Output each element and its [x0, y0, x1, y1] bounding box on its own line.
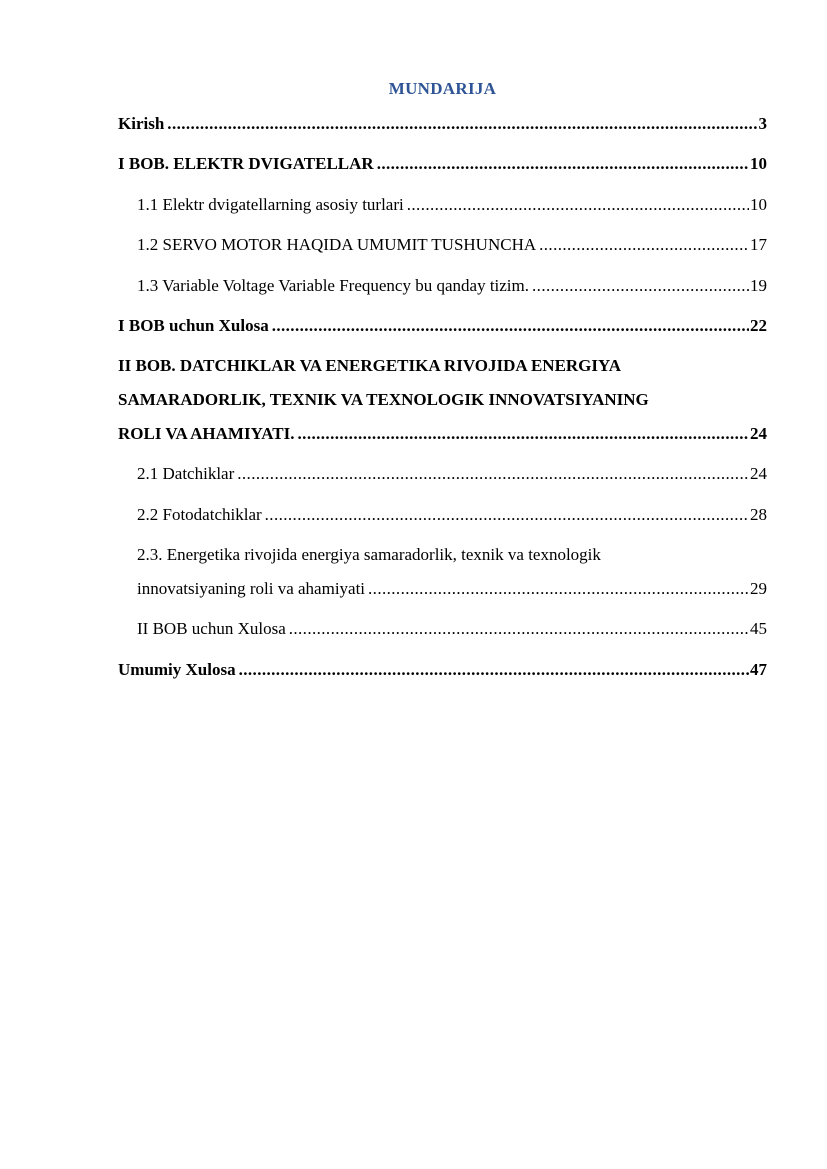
toc-entry-label: Kirish [118, 114, 165, 133]
toc-entry-page: 45 [750, 619, 767, 638]
dot-leader [377, 153, 749, 175]
toc-entry-label: 1.1 Elektr dvigatellarning asosiy turlari [137, 195, 404, 214]
toc-entry-label: innovatsiyaning roli va ahamiyati [137, 579, 366, 598]
toc-entry-label: 1.3 Variable Voltage Variable Frequency bu qanday tizim. [137, 276, 530, 295]
toc-entry-page: 19 [750, 276, 767, 295]
dot-leader [239, 659, 749, 681]
toc-entry-2-3-line-1[interactable]: 2.3. Energetika rivojida energiya samaradorlik, texnik va texnologik [137, 545, 601, 564]
toc-entry-general-conclusion[interactable] [118, 659, 767, 681]
dot-leader [298, 423, 749, 445]
dot-leader [265, 504, 749, 526]
toc-entry-page: 29 [750, 579, 767, 598]
toc-entry-label: 1.2 SERVO MOTOR HAQIDA UMUMIT TUSHUNCHA [137, 235, 537, 254]
toc-entry-2-2[interactable] [137, 504, 767, 526]
toc-entry-chapter-1[interactable] [118, 153, 767, 175]
toc-entry-page: 24 [750, 464, 767, 483]
dot-leader [407, 194, 749, 216]
toc-entry-label: ROLI VA AHAMIYATI. [118, 424, 295, 443]
toc-entry-label: I BOB. ELEKTR DVIGATELLAR [118, 154, 374, 173]
toc-entry-label: 2.2 Fotodatchiklar [137, 505, 262, 524]
toc-entry-page: 24 [750, 424, 767, 443]
toc-entry-page: 28 [750, 505, 767, 524]
toc-title: MUNDARIJA [388, 79, 497, 98]
toc-entry-page: 3 [758, 114, 767, 133]
toc-entry-2-3[interactable] [137, 578, 767, 600]
toc-entry-2-1[interactable] [137, 463, 767, 485]
toc-entry-page: 22 [750, 316, 767, 335]
dot-leader [539, 234, 749, 256]
toc-entry-kirish[interactable] [118, 113, 767, 135]
toc-entry-label: Umumiy Xulosa [118, 660, 236, 679]
toc-entry-chapter-1-conclusion[interactable] [118, 315, 767, 337]
toc-entry-label: 2.1 Datchiklar [137, 464, 235, 483]
dot-leader [368, 578, 749, 600]
toc-entry-label: I BOB uchun Xulosa [118, 316, 269, 335]
toc-entry-chapter-2[interactable] [118, 423, 767, 445]
dot-leader [167, 113, 757, 135]
toc-entry-1-2[interactable] [137, 234, 767, 256]
toc-entry-label: II BOB uchun Xulosa [137, 619, 286, 638]
toc-entry-chapter-2-conclusion[interactable] [137, 618, 767, 640]
toc-entry-chapter-2-line-1[interactable]: II BOB. DATCHIKLAR VA ENERGETIKA RIVOJIDA ENERGIYA [118, 356, 622, 375]
toc-entry-page: 17 [750, 235, 767, 254]
toc-entry-1-3[interactable] [137, 275, 767, 297]
dot-leader [237, 463, 749, 485]
toc-entry-page: 10 [750, 154, 767, 173]
dot-leader [272, 315, 749, 337]
toc-entry-page: 10 [750, 195, 767, 214]
dot-leader [532, 275, 749, 297]
toc-entry-page: 47 [750, 660, 767, 679]
toc-entry-1-1[interactable] [137, 194, 767, 216]
dot-leader [289, 618, 749, 640]
toc-entry-chapter-2-line-2[interactable]: SAMARADORLIK, TEXNIK VA TEXNOLOGIK INNOVATSIYANING [118, 390, 649, 409]
